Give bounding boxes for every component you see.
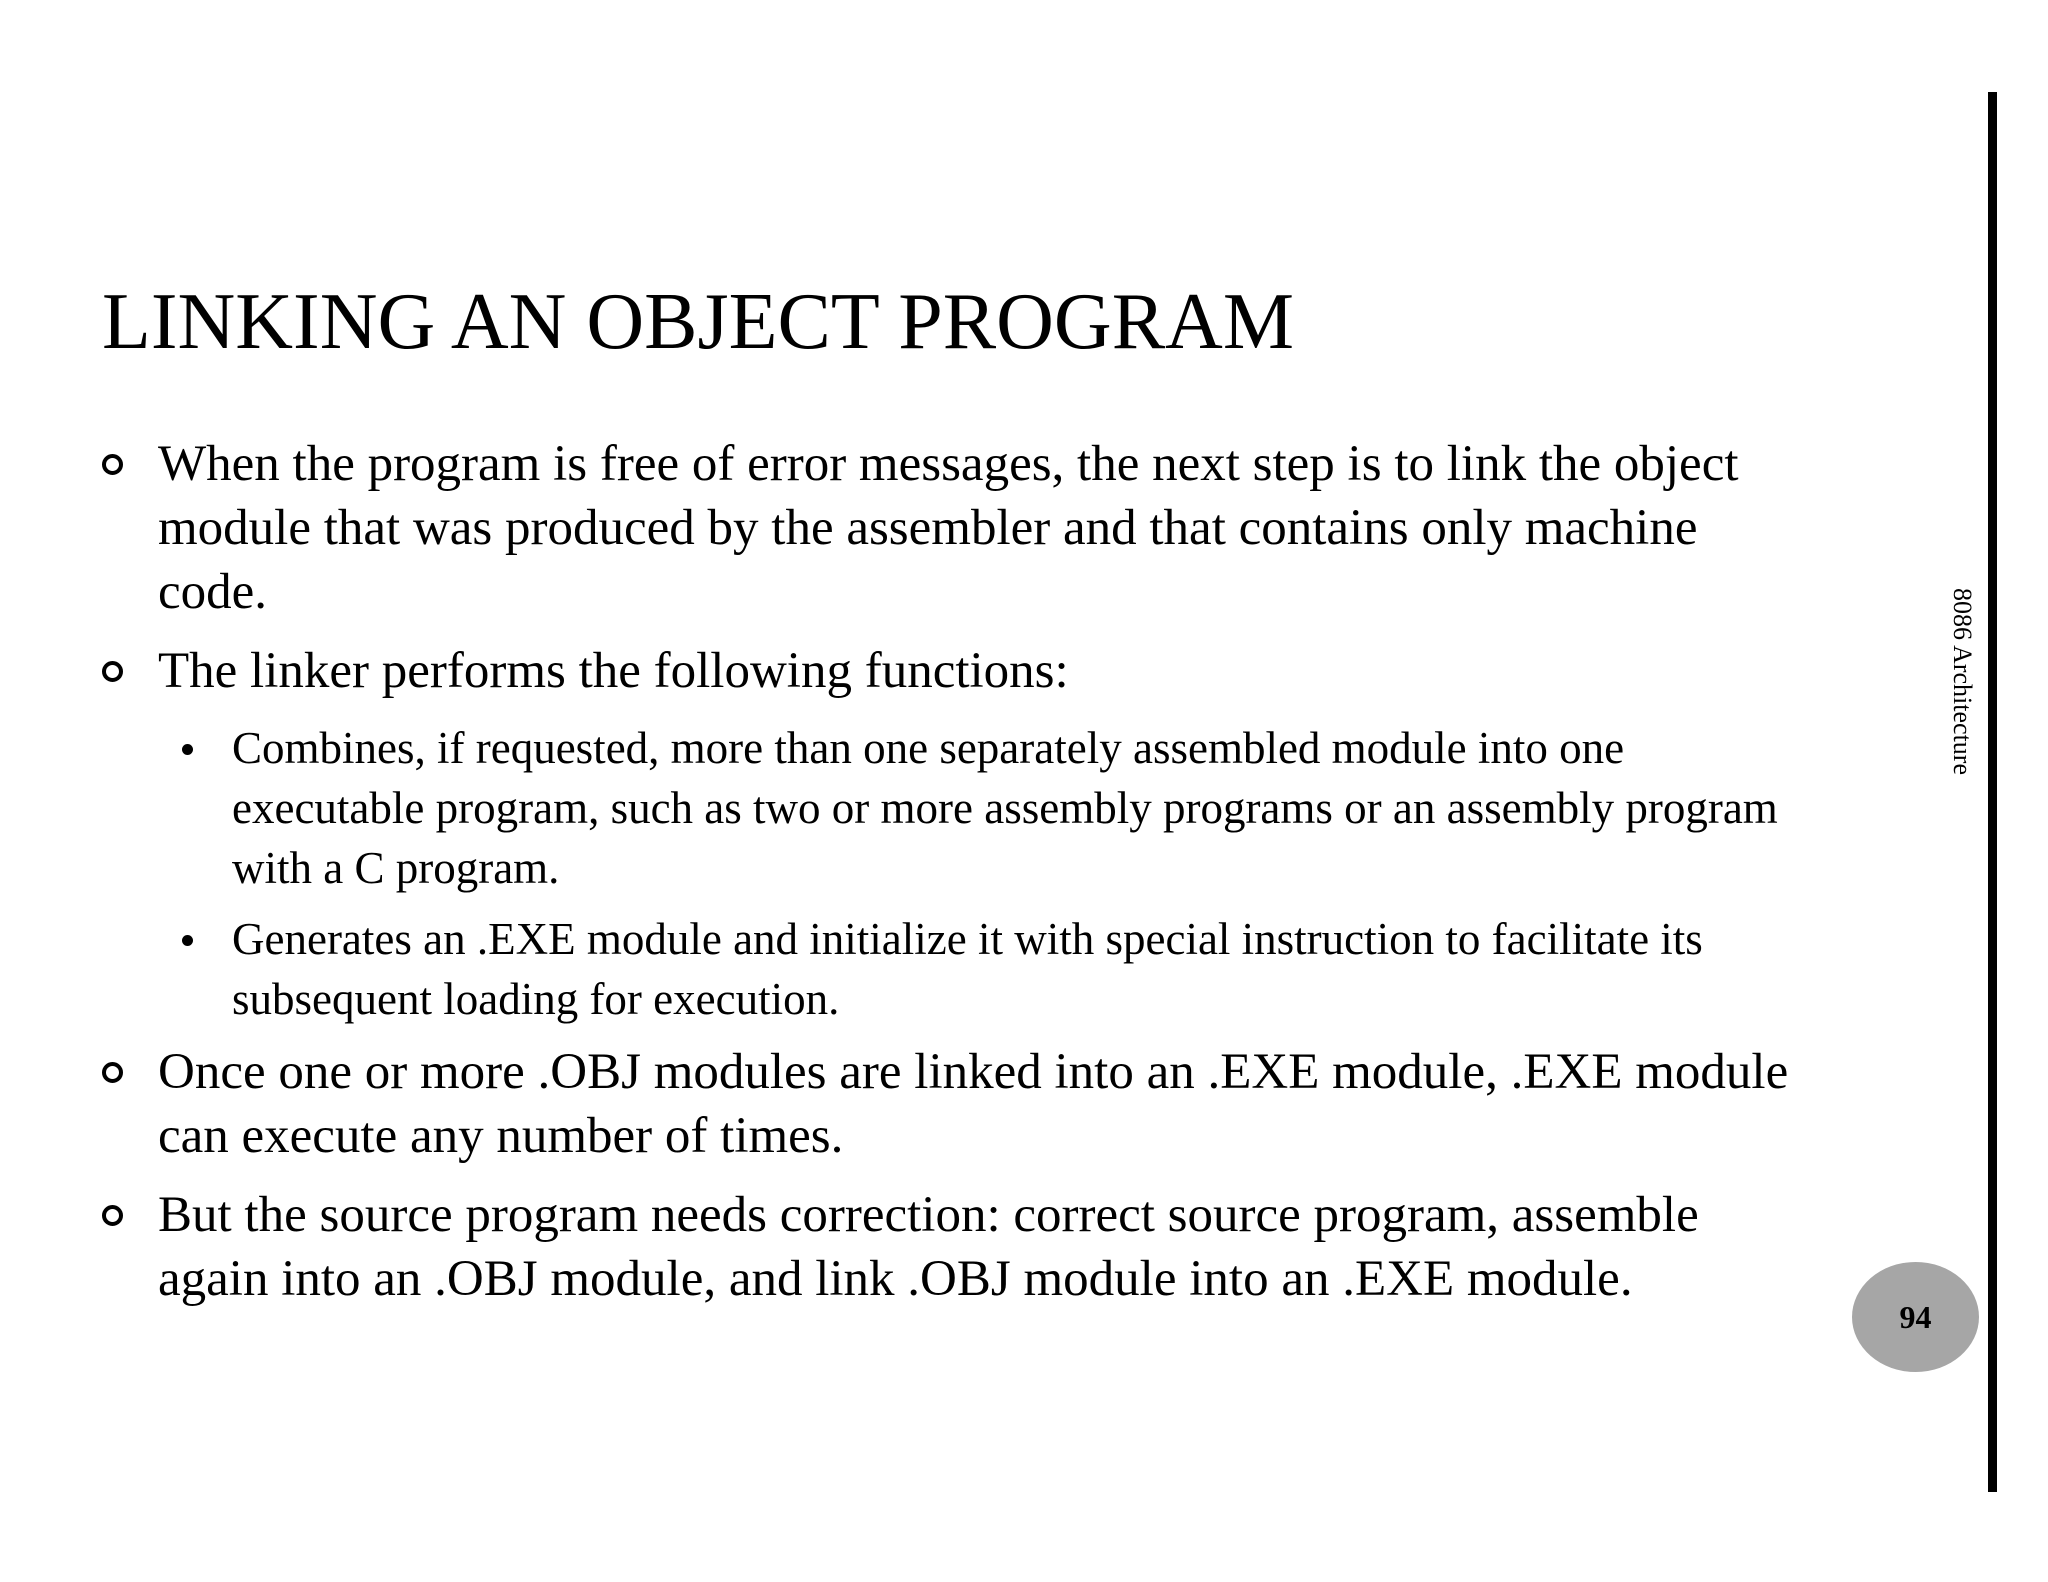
sub-bullet-item [102, 909, 1802, 1029]
vertical-divider [1988, 92, 1997, 1492]
filled-dot-bullet-icon [182, 935, 193, 946]
sub-bullet-text: Combines, if requested, more than one separately assembled module into one executable program, such as two or more assembly programs or an assembly program with a C program. [232, 723, 1778, 893]
bullet-item [102, 1040, 1802, 1168]
hollow-circle-bullet-icon [102, 454, 123, 475]
hollow-circle-bullet-icon [102, 661, 123, 682]
slide-content [102, 432, 1802, 1326]
bullet-item [102, 639, 1802, 703]
page-number: 94 [1899, 1298, 1932, 1335]
bullet-text: But the source program needs correction: correct source program, assemble again into an .OBJ module, and link .OBJ module into an .EXE module. [158, 1187, 1699, 1307]
sub-bullet-item [102, 718, 1802, 898]
sub-bullet-list [102, 718, 1802, 1029]
hollow-circle-bullet-icon [102, 1062, 123, 1083]
bullet-text: Once one or more .OBJ modules are linked into an .EXE module, .EXE module can execute any number of times. [158, 1044, 1789, 1164]
bullet-text: The linker performs the following functions: [158, 643, 1069, 699]
page-number-badge [1852, 1262, 1979, 1372]
sub-bullet-text: Generates an .EXE module and initialize it with special instruction to facilitate its subsequent loading for execution. [232, 914, 1703, 1024]
bullet-item [102, 1183, 1802, 1311]
bullet-text: When the program is free of error messages, the next step is to link the object module that was produced by the assembler and that contains only machine code. [158, 436, 1739, 620]
side-label: 8086 Architecture [1948, 588, 1977, 775]
slide-title: LINKING AN OBJECT PROGRAM [102, 278, 1294, 366]
filled-dot-bullet-icon [182, 744, 193, 755]
hollow-circle-bullet-icon [102, 1205, 123, 1226]
bullet-item [102, 432, 1802, 624]
